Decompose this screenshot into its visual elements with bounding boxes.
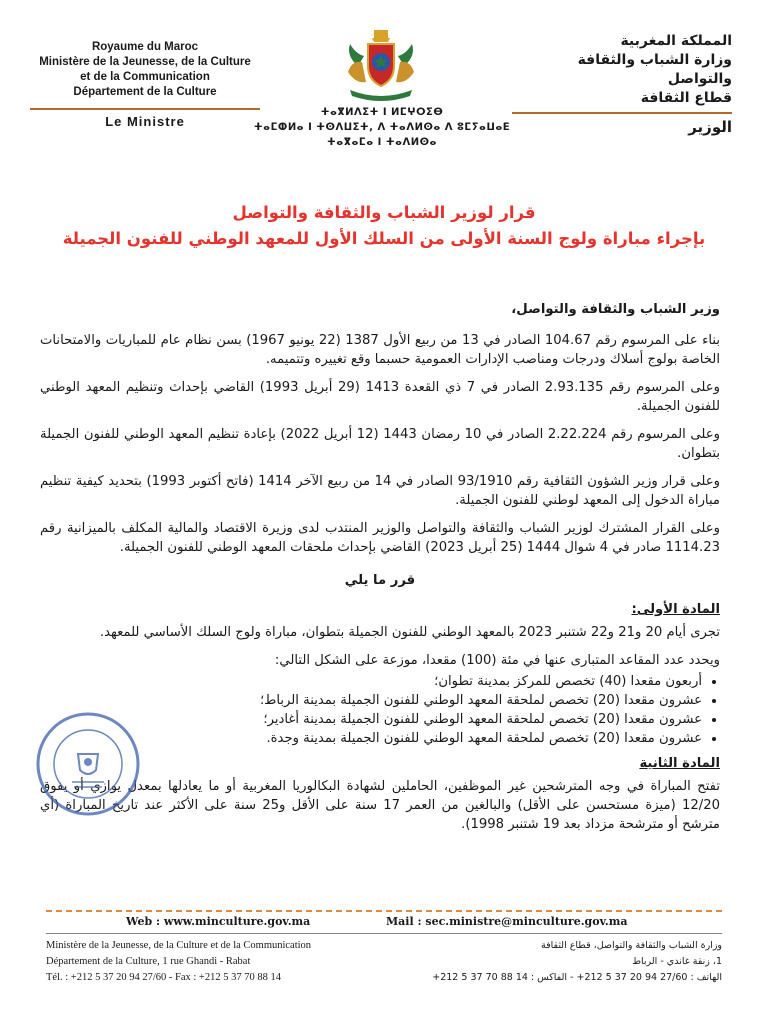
header-right-line: قطاع الثقافة bbox=[640, 90, 732, 106]
article-2-title: المادة الثانية bbox=[639, 756, 720, 771]
preamble-paragraph: وعلى المرسوم رقم 2.93.135 الصادر في 7 ذي القعدة 1413 (29 أبريل 1993) القاضي بإحداث وتنظيم المعهد الوطني للفنون الجميلة. bbox=[40, 380, 721, 414]
header-left-line: Ministère de la Jeunesse, de la Culture bbox=[39, 56, 251, 68]
minister-line: وزير الشباب والثقافة والتواصل، bbox=[511, 302, 720, 317]
decree-title-line1: قرار لوزير الشباب والثقافة والتواصل bbox=[232, 203, 536, 222]
header-right-line: المملكة المغربية bbox=[620, 33, 732, 49]
footer-right-line: 1، زنقة غاندي - الرباط bbox=[632, 956, 722, 967]
footer-left-line: Tél. : +212 5 37 20 94 27/60 - Fax : +212 5 37 70 88 14 bbox=[46, 972, 281, 983]
header-left-line: et de la Communication bbox=[80, 71, 210, 83]
header-right-line: وزارة الشباب والثقافة bbox=[577, 52, 732, 68]
decides-heading: قرر ما يلي bbox=[344, 573, 416, 588]
list-item: • أربعون مقعدا (40) تخصص للمركز بمدينة تطوان؛ bbox=[40, 672, 702, 691]
footer-web: Web : www.minculture.gov.ma bbox=[126, 915, 311, 928]
preamble-paragraph: وعلى قرار وزير الشؤون الثقافية رقم 93/1910 الصادر في 14 من ربيع الآخر 1414 (فاتح أكتوبر 1993) بتحديد كيفية تنظيم مباراة الدخول إلى المعهد لوطني للفنون الجميلة. bbox=[40, 474, 720, 508]
official-stamp bbox=[34, 710, 142, 818]
list-item: • عشرون مقعدا (20) تخصص لملحقة المعهد الوطني للفنون الجميلة بمدينة أغادير؛ bbox=[40, 710, 702, 729]
article-1-title: المادة الأولى: bbox=[631, 602, 720, 617]
list-item: • عشرون مقعدا (20) تخصص لملحقة المعهد الوطني للفنون الجميلة بمدينة وجدة. bbox=[40, 729, 702, 748]
article-2-paragraph: تفتح المباراة في وجه المترشحين غير الموظفين، الحاملين لشهادة البكالوريا المغربية أو ما يعادلها بمعدل يوازي أو يفوق 12/20 (ميزة مستحسن على الأقل) والبالغين من العمر 17 سنة على الأقل و25 سنة على الأكثر عند تاريخ المباراة (أي مترشح أو مترشحة مزداد بعد 19 شتنبر 1998). bbox=[40, 779, 720, 832]
tifinagh-line: ⵜⴰⵎⵀⵍⴰ ⵏ ⵜⵙⴷⵡⵉⵜ, ⴷ ⵜⴰⴷⵍⵙⴰ ⴷ ⵓⵎⵢⴰⵡⴰⴹ bbox=[253, 122, 511, 133]
header-left bbox=[30, 40, 260, 129]
header-right-minister: الوزير bbox=[512, 112, 732, 137]
footer-right-line: وزارة الشباب والثقافة والتواصل، قطاع الثقافة bbox=[540, 940, 722, 951]
footer-mail: Mail : sec.ministre@minculture.gov.ma bbox=[386, 915, 628, 928]
footer-left bbox=[46, 938, 366, 986]
header-left-line: Royaume du Maroc bbox=[91, 41, 199, 53]
footer-divider bbox=[46, 933, 722, 934]
header-tifinagh bbox=[252, 105, 512, 150]
tifinagh-line: ⵜⴰⴳⵍⴷⵉⵜ ⵏ ⵍⵎⵖⵔⵉⴱ bbox=[320, 107, 444, 118]
decree-title-line2: بإجراء مباراة ولوج السنة الأولى من السلك الأول للمعهد الوطني للفنون الجميلة bbox=[62, 229, 706, 248]
list-item: • عشرون مقعدا (20) تخصص لملحقة المعهد الوطني للفنون الجميلة بمدينة الرباط؛ bbox=[40, 691, 702, 710]
footer-left-line: Département de la Culture, 1 rue Ghandi - Rabat bbox=[46, 956, 251, 967]
footer-left-line: Ministère de la Jeunesse, de la Culture et de la Communication bbox=[46, 940, 312, 951]
header-right-line: والتواصل bbox=[667, 71, 732, 87]
footer-divider bbox=[46, 910, 722, 912]
preamble-paragraph: بناء على المرسوم رقم 104.67 الصادر في 13 من ربيع الأول 1387 (22 يونيو 1967) بسن نظام عام للمباريات والامتحانات الخاصة بولوج أسلاك ودرجات ومناصب الإدارات العمومية حسبما وقع تغييره وتتميمه. bbox=[40, 333, 721, 367]
tifinagh-line: ⵜⴰⴳⴰⵎⴰ ⵏ ⵜⴰⴷⵍⵙⴰ bbox=[327, 137, 437, 148]
coat-of-arms-icon bbox=[336, 26, 426, 104]
decree-title bbox=[40, 200, 728, 252]
header-left-line: Département de la Culture bbox=[73, 86, 217, 98]
preamble-paragraph: وعلى القرار المشترك لوزير الشباب والثقافة والتواصل والوزير المنتدب لدى وزيرة الاقتصاد والمالية المكلف بالميزانية رقم 1114.23 صادر في 4 شوال 1444 (25 أبريل 2023) القاضي بإحداث ملحقات المعهد الوطني للفنون الجميلة. bbox=[40, 521, 720, 555]
article-1-paragraph: تجرى أيام 20 و21 و22 شتنبر 2023 بالمعهد الوطني للفنون الجميلة بتطوان، مباراة ولوج السلك الأساسي للمعهد. bbox=[99, 625, 720, 640]
decree-body bbox=[40, 300, 720, 843]
header-right bbox=[512, 32, 732, 137]
footer-right-line: الهاتف : 27/60 94 20 37 5 212+ - الفاكس : 14 88 70 37 5 212+ bbox=[432, 972, 722, 983]
footer-right bbox=[402, 938, 722, 986]
preamble-paragraph: وعلى المرسوم رقم 2.22.224 الصادر في 10 رمضان 1443 (12 أبريل 2022) بإعادة تنظيم المعهد الوطني للفنون الجميلة بتطوان. bbox=[40, 427, 721, 461]
article-1-paragraph: ويحدد عدد المقاعد المتبارى عنها في مئة (100) مقعدا، موزعة على الشكل التالي: bbox=[274, 653, 720, 668]
seats-list bbox=[40, 672, 720, 748]
header-left-minister: Le Ministre bbox=[30, 108, 260, 129]
